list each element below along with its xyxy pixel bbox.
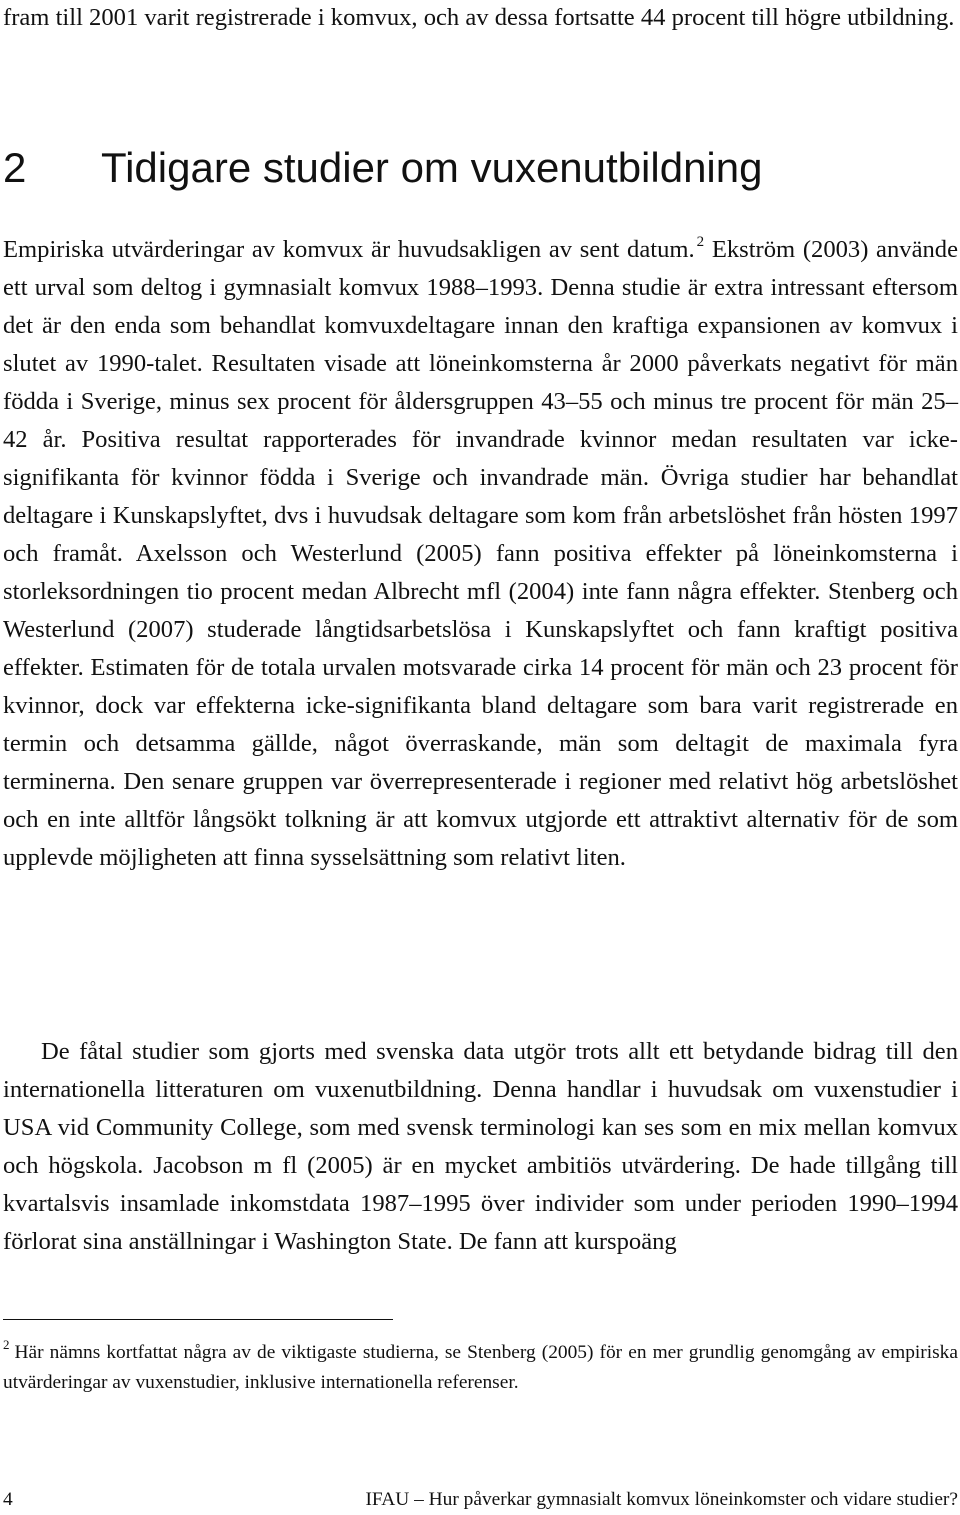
footnote-separator [3,1319,393,1320]
paragraph-1-opening: Empiriska utvärderingar av komvux är huvudsakligen av sent datum. [3,236,695,263]
document-page [3,0,958,1513]
section-heading [3,142,958,194]
footnote-mark: 2 [3,1337,10,1352]
running-title: IFAU – Hur påverkar gymnasialt komvux löneinkomster och vidare studier? [365,1489,958,1510]
page-footer [3,1485,958,1515]
paragraph-1-body: Ekström (2003) använde ett urval som deltog i gymnasialt komvux 1988–1993. Denna studie är extra intressant eftersom det är den enda som behandlat komvuxdeltagare innan den kraftiga expansionen av komvux i slutet av 1990-talet. Resultaten visade att löneinkomsterna år 2000 påverkats negativt för män födda i Sverige, minus sex procent för åldersgruppen 43–55 och minus tre procent för män 25–42 år. Positiva resultat rapporterades för invandrade kvinnor medan resultaten var icke-signifikanta för kvinnor födda i Sverige och invandrade män. Övriga studier har behandlat deltagare i Kunskapslyftet, dvs i huvudsak deltagare som kom från arbetslöshet från hösten 1997 och framåt. Axelsson och Westerlund (2005) fann positiva effekter på löneinkomsterna i storleksordningen tio procent medan Albrecht mfl (2004) inte fann några effekter. Stenberg och Westerlund (2007) studerade långtidsarbetslösa i Kunskapslyftet och fann kraftigt positiva effekter. Estimaten för de totala urvalen motsvarade cirka 14 procent för män och 23 procent för kvinnor, dock var effekterna icke-signifikanta bland deltagare som bara varit registrerade en termin och detsamma gällde, något överraskande, män som deltagit de maximala fyra terminerna. Den senare gruppen var överrepresenterade i regioner med relativt hög arbetslöshet och en inte alltför långsökt tolkning är att komvux utgjorde ett attraktivt alternativ för de som upplevde möjligheten att finna sysselsättning som relativt liten. [3,236,958,871]
section-number: 2 [3,144,27,191]
footnote-reference[interactable]: 2 [696,234,705,250]
footnote-text: Här nämns kortfattat några av de viktigaste studierna, se Stenberg (2005) för en mer grundlig genomgång av empiriska utvärderingar av vuxenstudier, inklusive internationella referenser. [3,1342,958,1393]
page-number: 4 [3,1489,13,1510]
body-paragraph-1 [3,231,958,877]
body-paragraph-2: De fåtal studier som gjorts med svenska data utgör trots allt ett betydande bidrag till den internationella litteraturen om vuxenutbildning. Denna handlar i huvudsak om vuxenstudier i USA vid Community College, som med svensk terminologi kan ses som en mix mellan komvux och högskola. Jacobson m fl (2005) är en mycket ambitiös utvärdering. De hade tillgång till kvartalsvis insamlade inkomstdata 1987–1995 över individer som under perioden 1990–1994 förlorat sina anställningar i Washington State. De fann att kurspoäng [3,1038,958,1255]
continued-paragraph: fram till 2001 varit registrerade i komvux, och av dessa fortsatte 44 procent till högre utbildning. [3,4,955,31]
footnote [3,1338,958,1398]
section-title: Tidigare studier om vuxenutbildning [101,144,763,191]
